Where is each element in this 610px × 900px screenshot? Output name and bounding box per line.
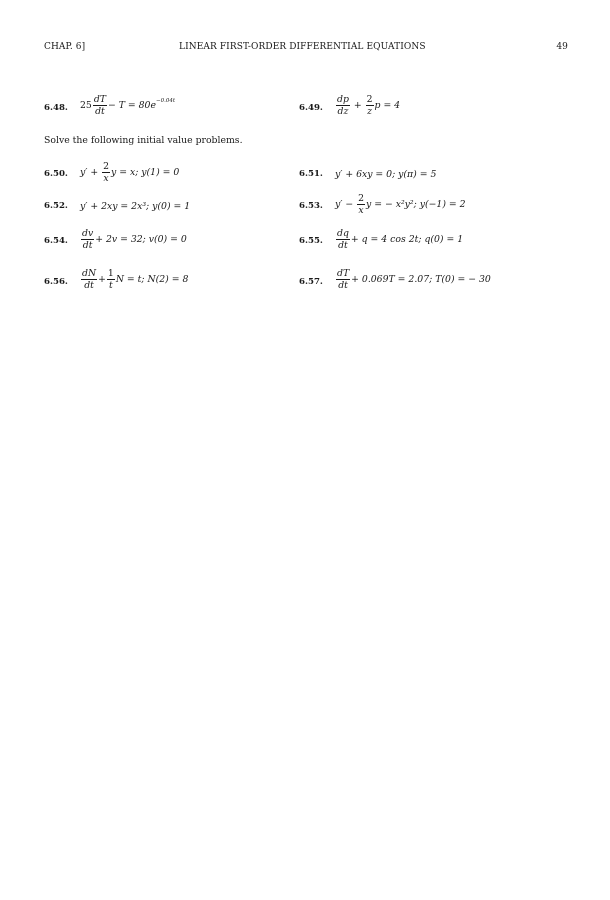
- fraction: [336, 94, 350, 117]
- denominator: z: [367, 106, 373, 117]
- numerator: dT: [93, 94, 106, 105]
- problem-number: 6.51.: [299, 169, 323, 179]
- fraction: [357, 193, 365, 216]
- equation-rest: + q = 4 cos 2t; q(0) = 1: [350, 234, 464, 245]
- denominator: dz: [337, 106, 349, 117]
- fraction: [336, 228, 350, 251]
- problem-number: 6.57.: [299, 277, 323, 287]
- numerator: dv: [82, 228, 94, 239]
- numerator: 2: [103, 161, 109, 172]
- instruction-text: Solve the following initial value problems.: [44, 135, 243, 146]
- equation-rest: − T = 80e: [108, 100, 156, 111]
- page-number: 49: [556, 42, 568, 52]
- equation-6-49: $\frac{dp}{dz}$ + $\frac{2}{z}$ p = 4: [337, 94, 401, 117]
- equation-6-54: [80, 228, 187, 251]
- numerator: dT: [337, 268, 350, 279]
- equation-lead: y′ −: [335, 199, 357, 210]
- plus-sign: +: [98, 274, 106, 285]
- equation-rest: + 0.069T = 2.07; T(0) = − 30: [351, 274, 491, 285]
- problem-number: 6.48.: [44, 103, 68, 113]
- numerator: dq: [337, 228, 349, 239]
- numerator: dN: [82, 268, 97, 279]
- problem-number: 6.56.: [44, 277, 68, 287]
- equation-6-56: [80, 268, 188, 291]
- denominator: x: [358, 205, 364, 216]
- equation-rest: y = − x²y²; y(−1) = 2: [366, 199, 466, 210]
- problem-number: 6.53.: [299, 201, 323, 211]
- chapter-label: CHAP. 6]: [44, 42, 86, 52]
- page-header: [44, 42, 568, 56]
- equation-rest: p = 4: [374, 100, 401, 111]
- denominator: dt: [82, 240, 93, 251]
- equation-rest: y = x; y(1) = 0: [111, 167, 180, 178]
- running-title: LINEAR FIRST-ORDER DIFFERENTIAL EQUATIONS: [179, 42, 426, 52]
- denominator: x: [103, 173, 109, 184]
- problem-number: 6.50.: [44, 169, 68, 179]
- equation-lead: y′ +: [80, 167, 102, 178]
- denominator: dt: [338, 280, 348, 291]
- problem-number: 6.49.: [299, 103, 323, 113]
- denominator: dt: [95, 106, 105, 117]
- denominator: t: [108, 280, 113, 291]
- equation-6-52: y′ + 2xy = 2x³; y(0) = 1: [80, 201, 191, 212]
- fraction: [102, 161, 110, 184]
- fraction: [81, 228, 94, 251]
- exponent: −0.04t: [155, 98, 176, 104]
- equation-6-55: [335, 228, 463, 251]
- fraction: [366, 94, 374, 117]
- fraction: [336, 268, 350, 291]
- problem-number: 6.55.: [299, 236, 323, 246]
- problem-number: 6.52.: [44, 201, 68, 211]
- equation-6-57: [335, 268, 491, 291]
- fraction: [93, 94, 107, 117]
- denominator: dt: [84, 280, 94, 291]
- equation-rest: + 2v = 32; v(0) = 0: [95, 234, 187, 245]
- equation-rest: N = t; N(2) = 8: [115, 274, 189, 285]
- denominator: dt: [338, 240, 348, 251]
- numerator: 1: [107, 268, 114, 279]
- coefficient: 25: [80, 100, 92, 111]
- equation-6-53: [335, 193, 466, 216]
- numerator: dp: [337, 94, 349, 105]
- numerator: 2: [366, 94, 373, 105]
- fraction: [81, 268, 97, 291]
- numerator: 2: [358, 193, 364, 204]
- equation-6-51: y′ + 6xy = 0; y(π) = 5: [335, 169, 437, 180]
- equation-6-48: [80, 94, 175, 117]
- fraction: [107, 268, 115, 291]
- problem-number: 6.54.: [44, 236, 68, 246]
- equation-6-50: [80, 161, 179, 184]
